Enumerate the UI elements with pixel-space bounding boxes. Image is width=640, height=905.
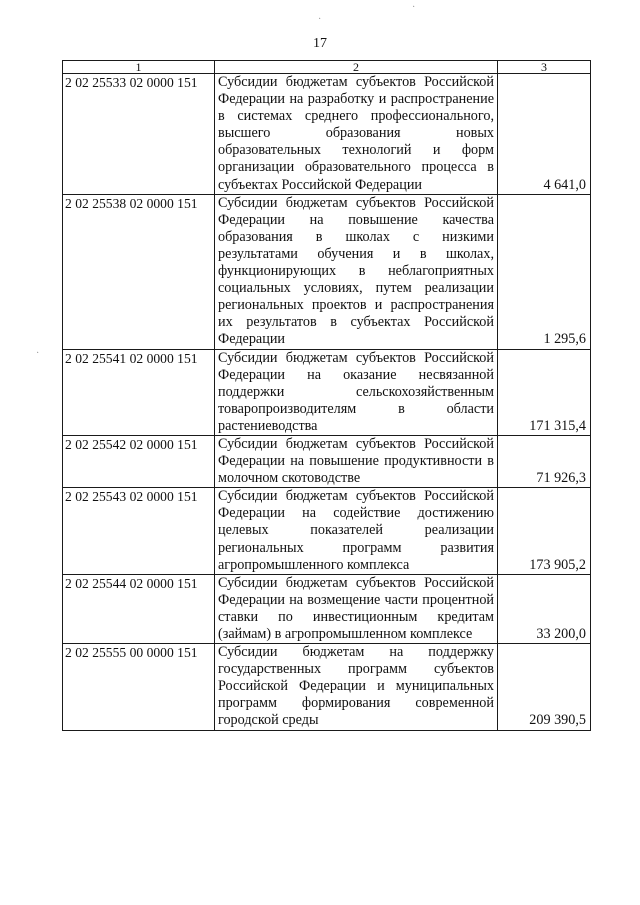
- row-code: 2 02 25542 02 0000 151: [63, 435, 215, 487]
- row-description: Субсидии бюджетам субъектов Российской Федерации на повышение качества образования в школах с низкими результатами обучения и в школах, функционирующих в неблагоприятных социальных условиях, путем реализации региональных проектов и распространения их результатов в субъектах Российской Федерации: [215, 194, 498, 349]
- page-number: 17: [313, 36, 327, 51]
- table-row: [63, 644, 591, 730]
- row-code: 2 02 25555 00 0000 151: [63, 644, 215, 730]
- row-code: 2 02 25533 02 0000 151: [63, 74, 215, 195]
- column-header-description: 2: [215, 61, 498, 74]
- row-amount: 71 926,3: [498, 435, 591, 487]
- row-description: Субсидии бюджетам на поддержку государственных программ субъектов Российской Федерации и муниципальных программ формирования современной городской среды: [215, 644, 498, 730]
- row-description: Субсидии бюджетам субъектов Российской Федерации на оказание несвязанной поддержки сельскохозяйственным товаропроизводителям в области растениеводства: [215, 349, 498, 435]
- table-row: [63, 435, 591, 487]
- table-row: [63, 349, 591, 435]
- budget-table: [62, 60, 591, 731]
- table-header-row: [63, 61, 591, 74]
- table-row: [63, 74, 591, 195]
- row-amount: 171 315,4: [498, 349, 591, 435]
- row-code: 2 02 25543 02 0000 151: [63, 488, 215, 574]
- row-amount: 173 905,2: [498, 488, 591, 574]
- scan-mark: ·: [318, 14, 322, 25]
- row-code: 2 02 25544 02 0000 151: [63, 574, 215, 643]
- row-amount: 1 295,6: [498, 194, 591, 349]
- row-amount: 33 200,0: [498, 574, 591, 643]
- table-row: [63, 488, 591, 574]
- column-header-code: 1: [63, 61, 215, 74]
- row-description: Субсидии бюджетам субъектов Российской Федерации на возмещение части процентной ставки по инвестиционным кредитам (займам) в агропромышленном комплексе: [215, 574, 498, 643]
- table-row: [63, 574, 591, 643]
- row-code: 2 02 25538 02 0000 151: [63, 194, 215, 349]
- table-row: [63, 194, 591, 349]
- row-description: Субсидии бюджетам субъектов Российской Федерации на разработку и распространение в системах среднего профессионального, высшего образования новых образовательных технологий и форм организации образовательного процесса в субъектах Российской Федерации: [215, 74, 498, 195]
- row-amount: 209 390,5: [498, 644, 591, 730]
- row-amount: 4 641,0: [498, 74, 591, 195]
- row-description: Субсидии бюджетам субъектов Российской Федерации на содействие достижению целевых показателей реализации региональных программ развития агропромышленного комплекса: [215, 488, 498, 574]
- column-header-amount: 3: [498, 61, 591, 74]
- row-description: Субсидии бюджетам субъектов Российской Федерации на повышение продуктивности в молочном скотоводстве: [215, 435, 498, 487]
- row-code: 2 02 25541 02 0000 151: [63, 349, 215, 435]
- scan-mark: ·: [412, 2, 416, 13]
- scan-mark: ·: [36, 348, 40, 359]
